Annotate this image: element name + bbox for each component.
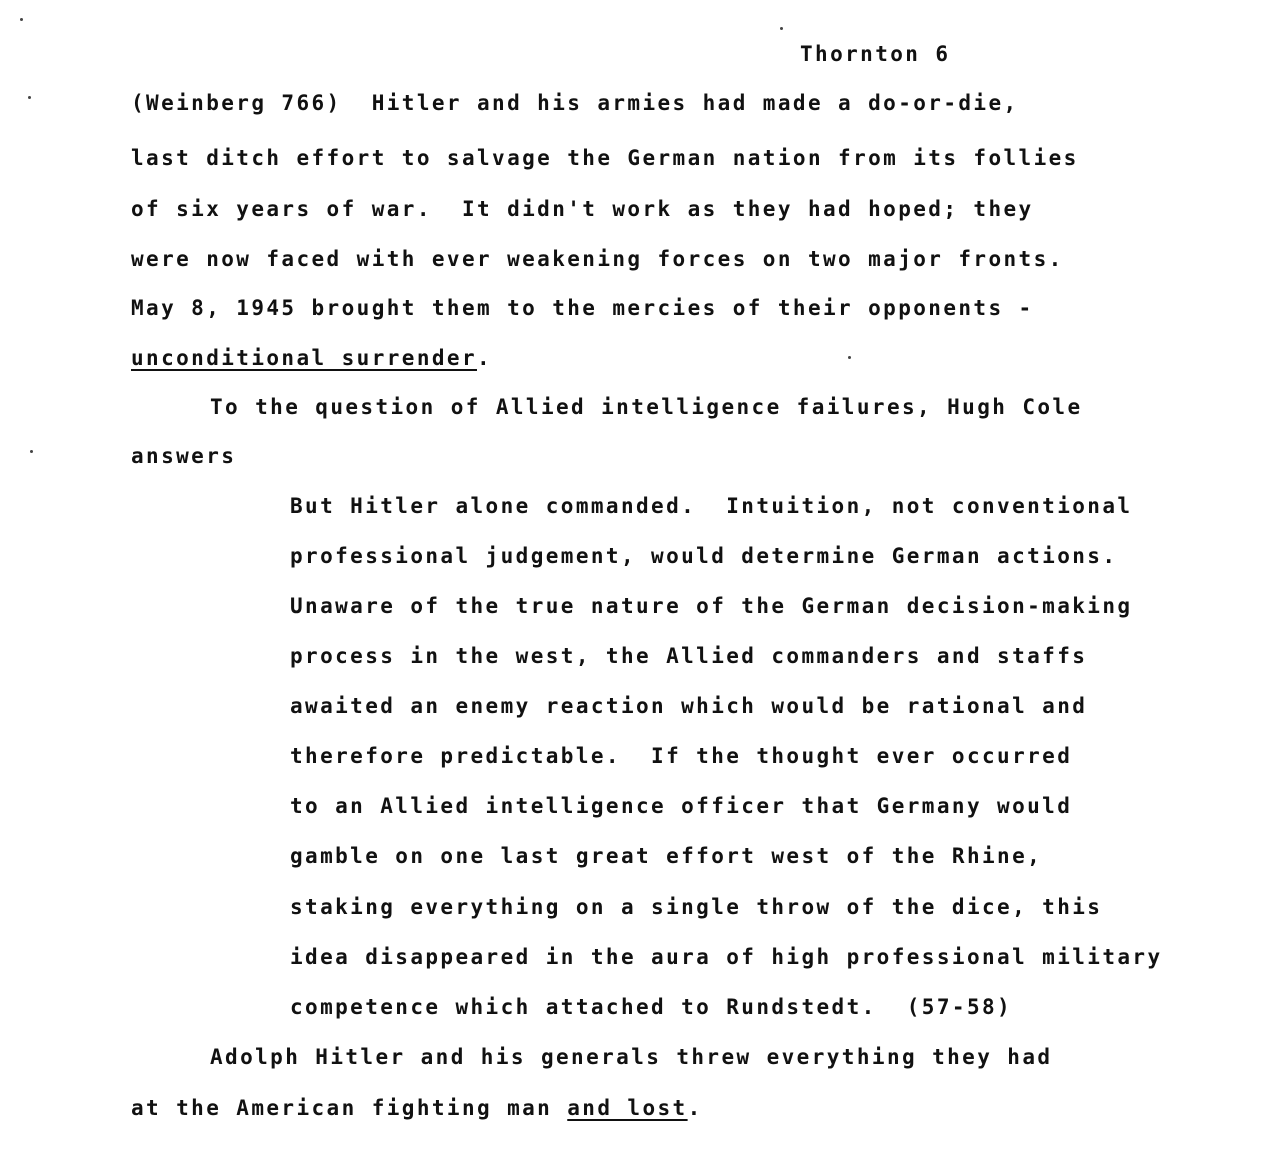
quote-line: awaited an enemy reaction which would be rational and xyxy=(290,694,1088,718)
scan-speck xyxy=(30,450,33,453)
quote-line: Unaware of the true nature of the German decision-making xyxy=(290,594,1133,618)
quote-line: But Hitler alone commanded. Intuition, not conventional xyxy=(290,494,1133,518)
period: . xyxy=(477,346,493,370)
scan-speck xyxy=(848,356,851,359)
quote-line: therefore predictable. If the thought ever occurred xyxy=(290,744,1073,768)
body-line xyxy=(131,1095,703,1121)
quote-line: to an Allied intelligence officer that Germany would xyxy=(290,794,1073,818)
quote-line: staking everything on a single throw of the dice, this xyxy=(290,895,1103,919)
body-line: (Weinberg 766) Hitler and his armies had made a do-or-die, xyxy=(131,91,1019,115)
quote-line: idea disappeared in the aura of high professional military xyxy=(290,945,1163,969)
underlined-phrase: unconditional surrender xyxy=(131,346,477,370)
scan-speck xyxy=(28,96,31,99)
body-line: Adolph Hitler and his generals threw everything they had xyxy=(210,1045,1053,1069)
running-head: Thornton 6 xyxy=(800,42,951,66)
body-line: of six years of war. It didn't work as they had hoped; they xyxy=(131,197,1034,221)
closing-text: at the American fighting man xyxy=(131,1096,568,1120)
scan-speck xyxy=(780,27,783,30)
period: . xyxy=(687,1096,703,1120)
body-line: last ditch effort to salvage the German nation from its follies xyxy=(131,146,1079,170)
body-line: were now faced with ever weakening forces on two major fronts. xyxy=(131,247,1064,271)
body-line: To the question of Allied intelligence failures, Hugh Cole xyxy=(210,395,1083,419)
body-line: May 8, 1945 brought them to the mercies of their opponents - xyxy=(131,296,1034,320)
quote-line: process in the west, the Allied commanders and staffs xyxy=(290,644,1088,668)
quote-line: competence which attached to Rundstedt. (57-58) xyxy=(290,995,1013,1019)
scan-speck xyxy=(20,18,23,21)
underlined-phrase: and lost xyxy=(567,1096,688,1120)
quote-line: gamble on one last great effort west of the Rhine, xyxy=(290,844,1043,868)
body-line xyxy=(131,345,492,371)
body-line: answers xyxy=(131,444,237,468)
quote-line: professional judgement, would determine German actions. xyxy=(290,544,1118,568)
